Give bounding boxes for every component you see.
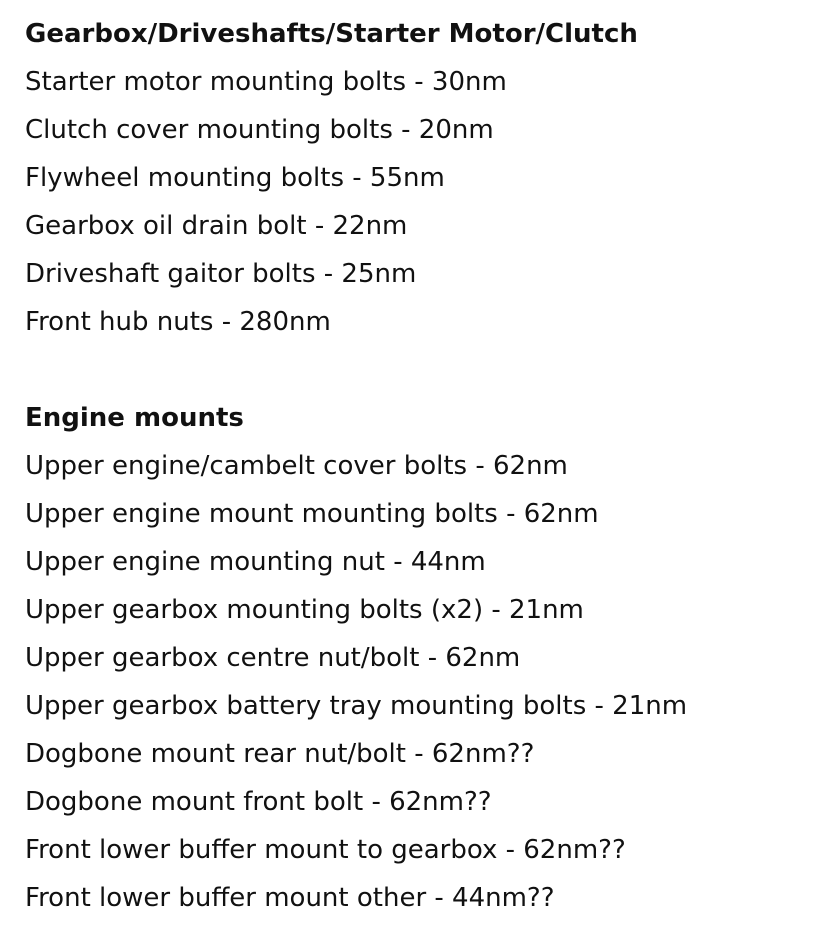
spec-line: Front lower buffer mount to gearbox - 62nm?? bbox=[25, 835, 626, 865]
spec-line: Clutch cover mounting bolts - 20nm bbox=[25, 115, 494, 145]
torque-spec-document bbox=[25, 10, 815, 922]
spec-line: Gearbox oil drain bolt - 22nm bbox=[25, 211, 408, 241]
spec-line: Flywheel mounting bolts - 55nm bbox=[25, 163, 445, 193]
section-heading: Engine mounts bbox=[25, 403, 244, 433]
section-gearbox-driveshafts bbox=[25, 10, 815, 346]
spec-line: Driveshaft gaitor bolts - 25nm bbox=[25, 259, 417, 289]
section-heading: Gearbox/Driveshafts/Starter Motor/Clutch bbox=[25, 19, 638, 49]
spec-line: Upper engine/cambelt cover bolts - 62nm bbox=[25, 451, 568, 481]
spec-line: Starter motor mounting bolts - 30nm bbox=[25, 67, 507, 97]
section-engine-mounts bbox=[25, 394, 815, 922]
spec-line: Upper gearbox centre nut/bolt - 62nm bbox=[25, 643, 521, 673]
spec-line: Upper gearbox battery tray mounting bolts - 21nm bbox=[25, 691, 688, 721]
spec-line: Front hub nuts - 280nm bbox=[25, 307, 331, 337]
spec-line: Upper engine mount mounting bolts - 62nm bbox=[25, 499, 599, 529]
spec-line: Upper gearbox mounting bolts (x2) - 21nm bbox=[25, 595, 584, 625]
spec-line: Dogbone mount front bolt - 62nm?? bbox=[25, 787, 492, 817]
spec-line: Front lower buffer mount other - 44nm?? bbox=[25, 883, 555, 913]
spec-line: Dogbone mount rear nut/bolt - 62nm?? bbox=[25, 739, 535, 769]
spec-line: Upper engine mounting nut - 44nm bbox=[25, 547, 486, 577]
